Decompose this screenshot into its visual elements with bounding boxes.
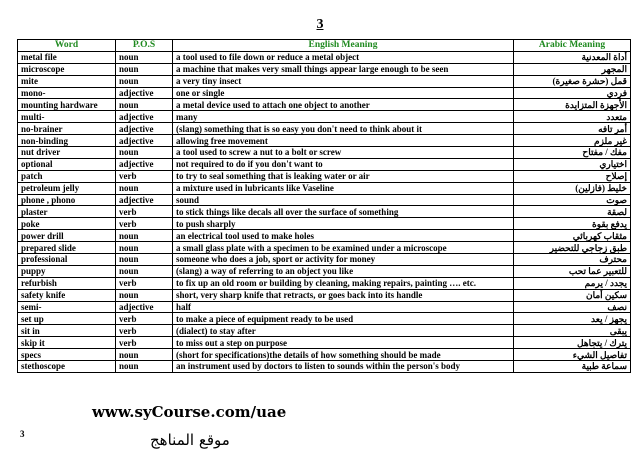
cell-english: (slang) a way of referring to an object you like (173, 265, 514, 277)
cell-arabic: للتعبير عما تحب (514, 265, 631, 277)
cell-pos: adjective (116, 87, 173, 99)
table-row (18, 147, 631, 159)
cell-english: sound (173, 194, 514, 206)
cell-arabic: مفك / مفتاح (514, 147, 631, 159)
cell-arabic: صوت (514, 194, 631, 206)
header-pos: P.O.S (116, 40, 173, 52)
cell-pos: adjective (116, 158, 173, 170)
cell-word: petroleum jelly (18, 182, 116, 194)
cell-pos: noun (116, 99, 173, 111)
table-row (18, 170, 631, 182)
cell-arabic: غير ملزم (514, 135, 631, 147)
cell-word: patch (18, 170, 116, 182)
cell-english: a tool used to file down or reduce a metal object (173, 51, 514, 63)
table-header-row (18, 40, 631, 52)
cell-pos: adjective (116, 123, 173, 135)
cell-word: plaster (18, 206, 116, 218)
cell-pos: noun (116, 349, 173, 361)
cell-pos: noun (116, 361, 173, 373)
cell-pos: verb (116, 313, 173, 325)
cell-english: allowing free movement (173, 135, 514, 147)
cell-arabic: اختياري (514, 158, 631, 170)
cell-pos: noun (116, 75, 173, 87)
cell-english: half (173, 301, 514, 313)
table-row (18, 313, 631, 325)
table-row (18, 254, 631, 266)
cell-arabic: تفاصيل الشيء (514, 349, 631, 361)
cell-pos: noun (116, 289, 173, 301)
cell-word: set up (18, 313, 116, 325)
cell-arabic: فردي (514, 87, 631, 99)
cell-pos: adjective (116, 194, 173, 206)
header-arabic-meaning: Arabic Meaning (514, 40, 631, 52)
cell-english: an electrical tool used to make holes (173, 230, 514, 242)
header-english-meaning: English Meaning (173, 40, 514, 52)
table-row (18, 206, 631, 218)
cell-word: professional (18, 254, 116, 266)
table-row (18, 87, 631, 99)
cell-english: to make a piece of equipment ready to be used (173, 313, 514, 325)
cell-english: many (173, 111, 514, 123)
page-number-bottom: 3 (20, 429, 25, 439)
cell-word: refurbish (18, 277, 116, 289)
cell-arabic: المجهر (514, 63, 631, 75)
cell-english: a machine that makes very small things appear large enough to be seen (173, 63, 514, 75)
cell-word: poke (18, 218, 116, 230)
cell-arabic: يجدد / يرمم (514, 277, 631, 289)
table-row (18, 51, 631, 63)
cell-word: skip it (18, 337, 116, 349)
table-row (18, 123, 631, 135)
table-row (18, 230, 631, 242)
cell-word: safety knife (18, 289, 116, 301)
cell-pos: noun (116, 63, 173, 75)
cell-word: puppy (18, 265, 116, 277)
cell-pos: adjective (116, 135, 173, 147)
cell-pos: noun (116, 242, 173, 254)
cell-pos: verb (116, 325, 173, 337)
table-row (18, 242, 631, 254)
cell-english: a very tiny insect (173, 75, 514, 87)
cell-arabic: طبق زجاجي للتحضير (514, 242, 631, 254)
cell-english: a small glass plate with a specimen to be examined under a microscope (173, 242, 514, 254)
table-row (18, 265, 631, 277)
cell-word: phone , phono (18, 194, 116, 206)
cell-arabic: مثقاب كهربائي (514, 230, 631, 242)
cell-word: mounting hardware (18, 99, 116, 111)
cell-english: to miss out a step on purpose (173, 337, 514, 349)
cell-english: a metal device used to attach one object to another (173, 99, 514, 111)
table-row (18, 63, 631, 75)
cell-word: no-brainer (18, 123, 116, 135)
cell-word: non-binding (18, 135, 116, 147)
table-row (18, 99, 631, 111)
cell-pos: noun (116, 230, 173, 242)
cell-arabic: يجهز / يعد (514, 313, 631, 325)
cell-english: an instrument used by doctors to listen to sounds within the person's body (173, 361, 514, 373)
page-number-top: 3 (316, 17, 324, 32)
cell-english: (short for specifications)the details of how something should be made (173, 349, 514, 361)
cell-word: mite (18, 75, 116, 87)
table-row (18, 301, 631, 313)
cell-pos: verb (116, 206, 173, 218)
cell-pos: noun (116, 265, 173, 277)
header-word: Word (18, 40, 116, 52)
cell-pos: noun (116, 254, 173, 266)
cell-arabic: يبقى (514, 325, 631, 337)
cell-arabic: قمل (حشرة صغيرة) (514, 75, 631, 87)
cell-english: someone who does a job, sport or activity for money (173, 254, 514, 266)
table-row (18, 337, 631, 349)
cell-arabic: الأجهزة المتزايدة (514, 99, 631, 111)
cell-arabic: لصقة (514, 206, 631, 218)
cell-pos: noun (116, 51, 173, 63)
cell-arabic: أمر تافه (514, 123, 631, 135)
cell-word: multi- (18, 111, 116, 123)
website-url: www.syCourse.com/uae (92, 403, 287, 421)
cell-english: short, very sharp knife that retracts, or goes back into its handle (173, 289, 514, 301)
table-row (18, 182, 631, 194)
cell-word: microscope (18, 63, 116, 75)
cell-word: nut driver (18, 147, 116, 159)
table-row (18, 325, 631, 337)
table-row (18, 218, 631, 230)
table-row (18, 158, 631, 170)
cell-word: specs (18, 349, 116, 361)
cell-arabic: خليط (فازلين) (514, 182, 631, 194)
cell-arabic: سماعة طبية (514, 361, 631, 373)
cell-pos: noun (116, 147, 173, 159)
table-row (18, 277, 631, 289)
cell-arabic: يترك / يتجاهل (514, 337, 631, 349)
cell-english: not required to do if you don't want to (173, 158, 514, 170)
cell-english: (slang) something that is so easy you don't need to think about it (173, 123, 514, 135)
table-row (18, 194, 631, 206)
cell-arabic: أداة المعدنية (514, 51, 631, 63)
cell-pos: verb (116, 170, 173, 182)
brand-name-arabic: موقع المناهج (150, 431, 230, 449)
cell-arabic: نصف (514, 301, 631, 313)
cell-english: a tool used to screw a nut to a bolt or screw (173, 147, 514, 159)
cell-english: to push sharply (173, 218, 514, 230)
cell-arabic: سكين أمان (514, 289, 631, 301)
cell-english: to stick things like decals all over the surface of something (173, 206, 514, 218)
cell-arabic: متعدد (514, 111, 631, 123)
cell-pos: noun (116, 182, 173, 194)
table-row (18, 361, 631, 373)
cell-word: power drill (18, 230, 116, 242)
cell-english: to fix up an old room or building by cleaning, making repairs, painting …. etc. (173, 277, 514, 289)
cell-arabic: إصلاح (514, 170, 631, 182)
cell-pos: adjective (116, 111, 173, 123)
cell-english: one or single (173, 87, 514, 99)
cell-arabic: محترف (514, 254, 631, 266)
table-row (18, 75, 631, 87)
cell-english: (dialect) to stay after (173, 325, 514, 337)
cell-english: to try to seal something that is leaking water or air (173, 170, 514, 182)
cell-pos: adjective (116, 301, 173, 313)
table-row (18, 349, 631, 361)
cell-arabic: يدفع بقوة (514, 218, 631, 230)
cell-word: stethoscope (18, 361, 116, 373)
cell-word: mono- (18, 87, 116, 99)
table-row (18, 111, 631, 123)
cell-english: a mixture used in lubricants like Vaseline (173, 182, 514, 194)
cell-pos: verb (116, 337, 173, 349)
cell-pos: verb (116, 218, 173, 230)
cell-word: metal file (18, 51, 116, 63)
cell-pos: verb (116, 277, 173, 289)
cell-word: semi- (18, 301, 116, 313)
vocabulary-table (17, 39, 631, 373)
table-row (18, 289, 631, 301)
cell-word: optional (18, 158, 116, 170)
cell-word: prepared slide (18, 242, 116, 254)
cell-word: sit in (18, 325, 116, 337)
table-row (18, 135, 631, 147)
table-body (18, 51, 631, 372)
